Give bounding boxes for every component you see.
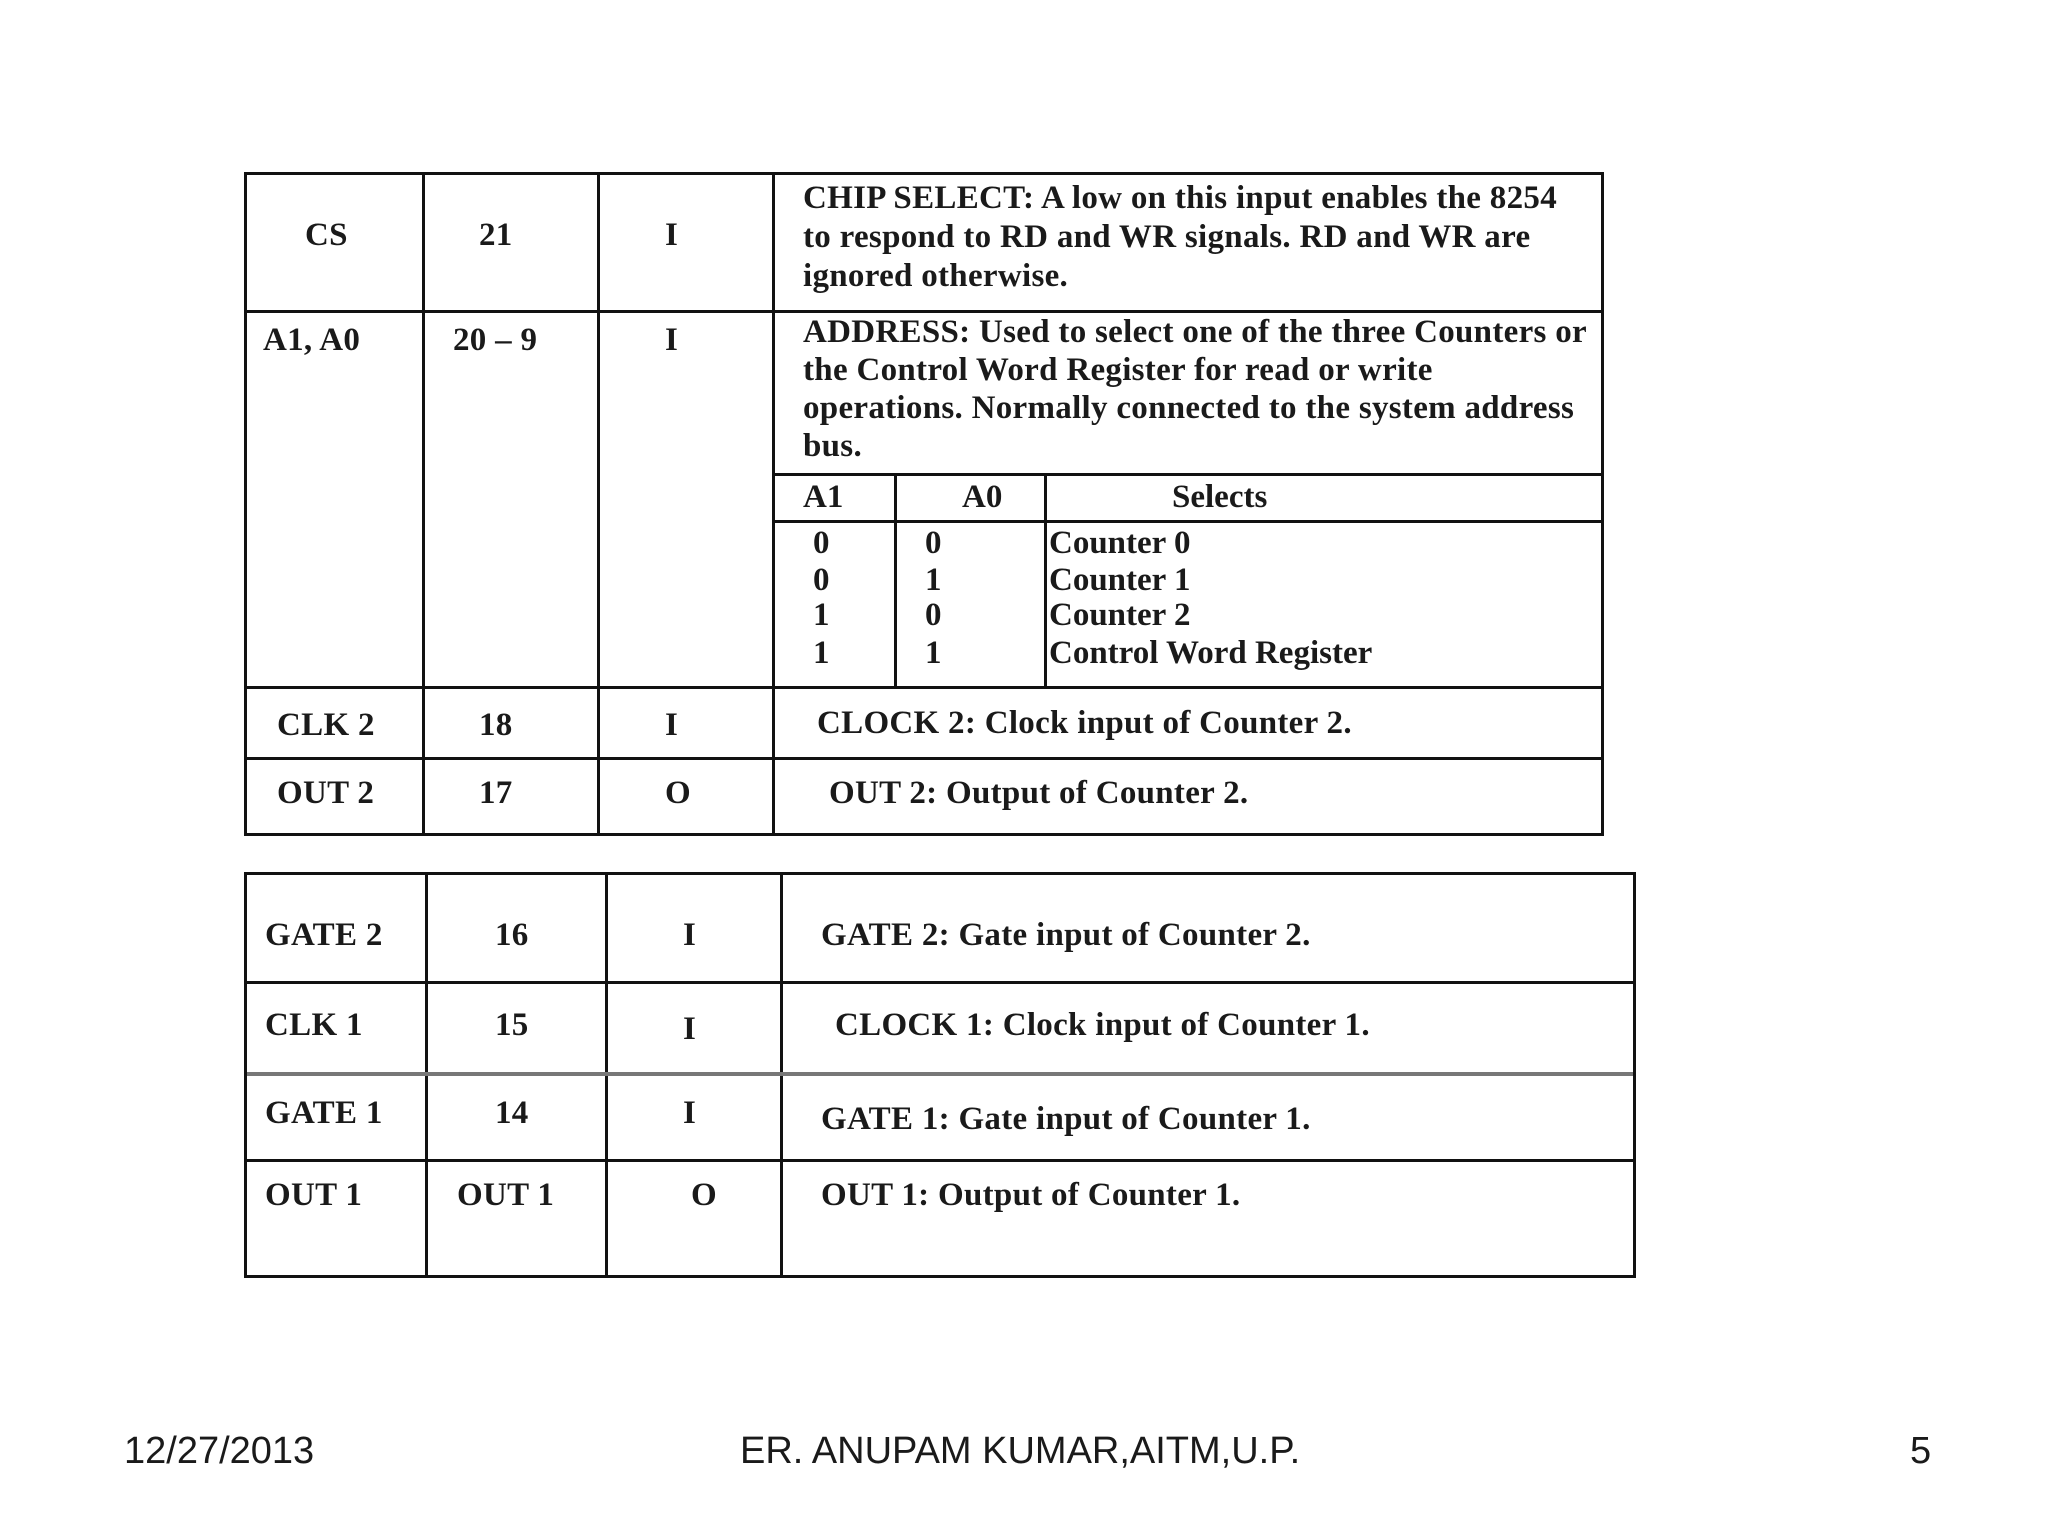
select-target: Control Word Register (1049, 635, 1373, 671)
select-target: Counter 0 (1049, 525, 1191, 561)
select-a0-value: 0 (925, 525, 942, 561)
description-cell: OUT 1: Output of Counter 1. (821, 1177, 1241, 1213)
row-divider (247, 981, 1633, 984)
column-divider (597, 175, 600, 833)
description-cell: GATE 1: Gate input of Counter 1. (821, 1101, 1311, 1137)
symbol-cell: CLK 1 (265, 1007, 363, 1043)
symbol-cell: GATE 2 (265, 917, 383, 953)
pin-cell: 16 (495, 917, 529, 953)
type-cell: O (665, 775, 691, 811)
select-a1-value: 0 (813, 525, 830, 561)
description-cell: GATE 2: Gate input of Counter 2. (821, 917, 1311, 953)
type-cell: I (683, 1011, 697, 1047)
description-cell: CLOCK 1: Clock input of Counter 1. (835, 1007, 1370, 1043)
type-cell: I (665, 217, 679, 253)
column-divider (894, 473, 897, 686)
select-a1-value: 0 (813, 562, 830, 598)
pin-cell: 14 (495, 1095, 529, 1131)
select-a1-value: 1 (813, 597, 830, 633)
footer-page-number: 5 (1910, 1430, 1932, 1472)
symbol-cell: OUT 2 (277, 775, 375, 811)
pin-cell: 15 (495, 1007, 529, 1043)
column-divider (1044, 473, 1047, 686)
column-divider (422, 175, 425, 833)
type-cell: O (691, 1177, 717, 1213)
select-a0-value: 1 (925, 635, 942, 671)
symbol-cell: GATE 1 (265, 1095, 383, 1131)
select-a1-value: 1 (813, 635, 830, 671)
pin-cell: OUT 1 (457, 1177, 555, 1213)
row-divider (247, 757, 1601, 760)
select-target: Counter 1 (1049, 562, 1191, 598)
pin-cell: 18 (479, 707, 513, 743)
type-cell: I (683, 917, 697, 953)
symbol-cell: CS (305, 217, 348, 253)
select-a0-value: 1 (925, 562, 942, 598)
select-header-a0: A0 (962, 479, 1003, 515)
description-cell: CLOCK 2: Clock input of Counter 2. (817, 705, 1352, 741)
pin-description-table-1 (244, 172, 1604, 836)
column-divider (772, 175, 775, 833)
description-cell: ADDRESS: Used to select one of the three Counters or the Control Word Register for read or write operations. Normally connected to the system address bus. (803, 314, 1587, 464)
select-target: Counter 2 (1049, 597, 1191, 633)
select-a0-value: 0 (925, 597, 942, 633)
row-divider (247, 1159, 1633, 1162)
select-header-selects: Selects (1172, 479, 1268, 515)
description-cell: OUT 2: Output of Counter 2. (829, 775, 1249, 811)
pin-cell: 17 (479, 775, 513, 811)
description-cell: CHIP SELECT: A low on this input enables the 8254 to respond to RD and WR signals. RD and WR are ignored otherwise. (803, 180, 1558, 294)
footer-author: ER. ANUPAM KUMAR,AITM,U.P. (740, 1430, 1301, 1472)
row-divider (775, 473, 1601, 476)
type-cell: I (665, 707, 679, 743)
row-divider (247, 686, 1601, 689)
type-cell: I (665, 322, 679, 358)
symbol-cell: A1, A0 (263, 322, 361, 358)
footer-date: 12/27/2013 (124, 1430, 315, 1472)
type-cell: I (683, 1095, 697, 1131)
row-divider (247, 1072, 1633, 1076)
pin-cell: 20 – 9 (453, 322, 538, 358)
symbol-cell: CLK 2 (277, 707, 375, 743)
symbol-cell: OUT 1 (265, 1177, 363, 1213)
pin-description-table-2 (244, 872, 1636, 1278)
row-divider (775, 520, 1601, 523)
select-header-a1: A1 (803, 479, 844, 515)
pin-cell: 21 (479, 217, 513, 253)
